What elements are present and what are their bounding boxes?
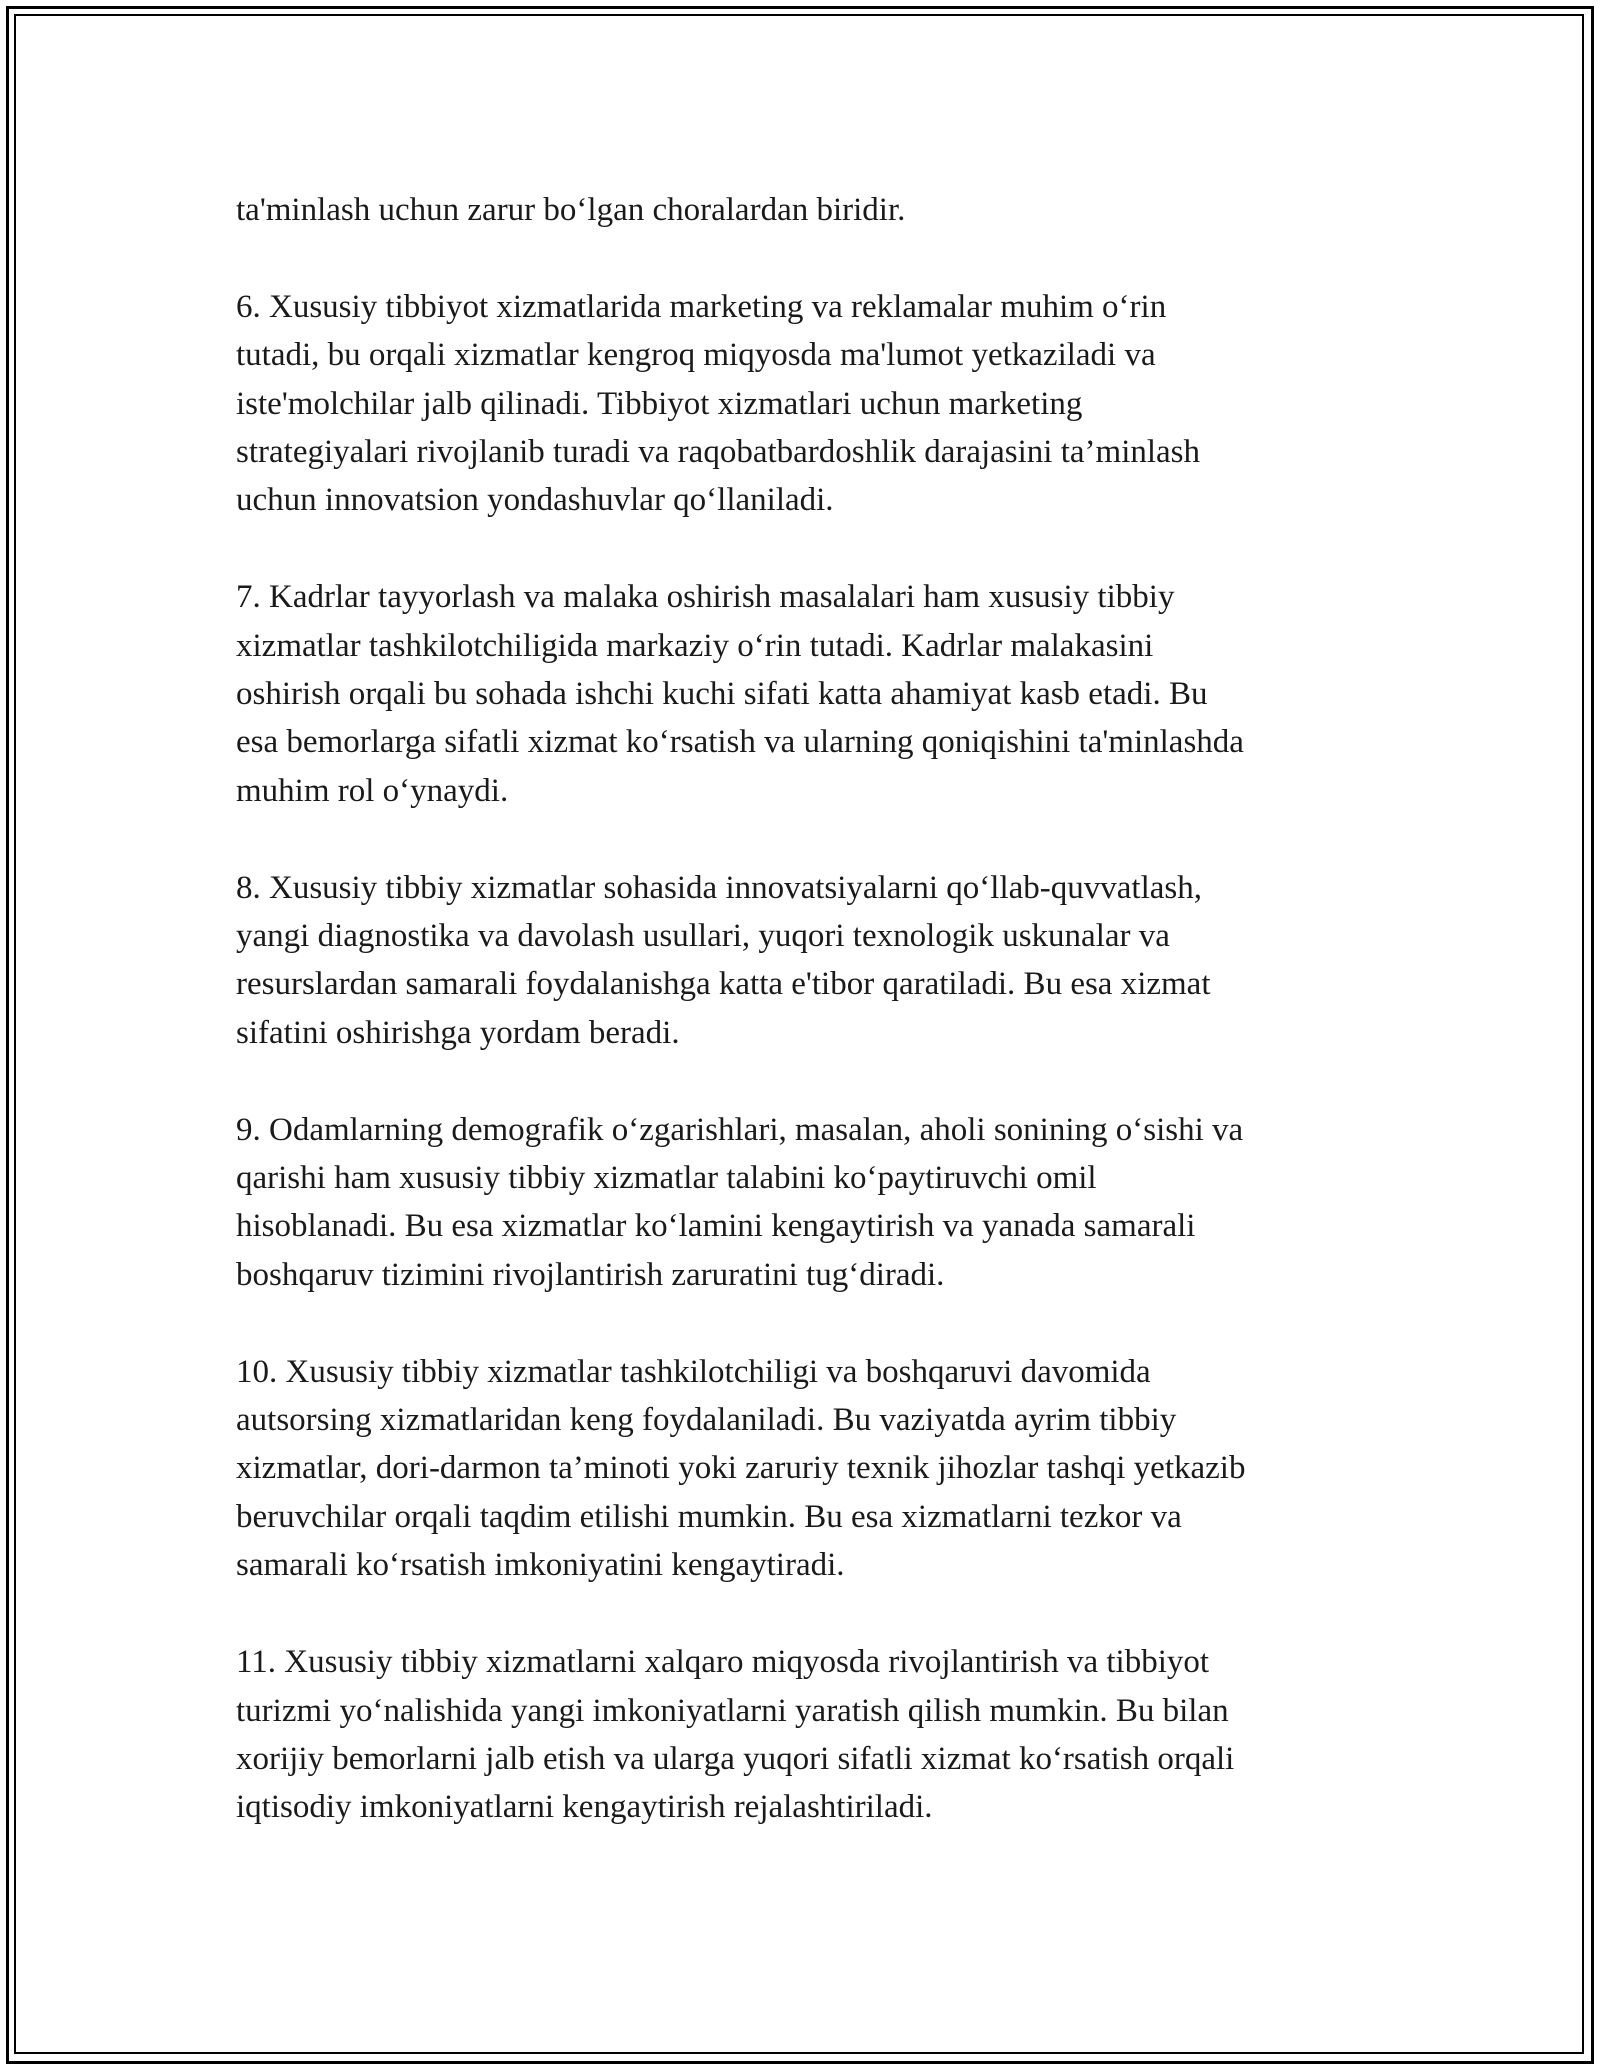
- paragraph-item-9: [236, 1106, 1386, 1300]
- text-line: tutadi, bu orqali xizmatlar kengroq miqyosda ma'lumot yetkaziladi va: [236, 337, 1156, 374]
- text-line: esa bemorlarga sifatli xizmat ko‘rsatish va ularning qoniqishini ta'minlashda: [236, 724, 1244, 761]
- text-line: sifatini oshirishga yordam beradi.: [236, 1014, 680, 1051]
- text-line: iqtisodiy imkoniyatlarni kengaytirish rejalashtiriladi.: [236, 1789, 933, 1826]
- text-line: resurslardan samarali foydalanishga katta e'tibor qaratiladi. Bu esa xizmat: [236, 966, 1211, 1003]
- text-line: 8. Xususiy tibbiy xizmatlar sohasida innovatsiyalarni qo‘llab-quvvatlash,: [236, 869, 1202, 906]
- text-line: samarali ko‘rsatish imkoniyatini kengaytiradi.: [236, 1547, 845, 1584]
- paragraph-item-8: [236, 864, 1386, 1058]
- text-line: xizmatlar tashkilotchiligida markaziy o‘rin tutadi. Kadrlar malakasini: [236, 627, 1154, 664]
- document-body: [236, 186, 1386, 1880]
- text-line: xizmatlar, dori-darmon ta’minoti yoki zaruriy texnik jihozlar tashqi yetkazib: [236, 1450, 1246, 1487]
- text-line: hisoblanadi. Bu esa xizmatlar ko‘lamini kengaytirish va yanada samarali: [236, 1208, 1196, 1245]
- text-line: oshirish orqali bu sohada ishchi kuchi sifati katta ahamiyat kasb etadi. Bu: [236, 676, 1208, 713]
- text-line: 9. Odamlarning demografik o‘zgarishlari, masalan, aholi sonining o‘sishi va: [236, 1111, 1244, 1148]
- text-line: 11. Xususiy tibbiy xizmatlarni xalqaro miqyosda rivojlantirish va tibbiyot: [236, 1644, 1210, 1681]
- text-line: beruvchilar orqali taqdim etilishi mumkin. Bu esa xizmatlarni tezkor va: [236, 1498, 1182, 1535]
- text-line: iste'molchilar jalb qilinadi. Tibbiyot xizmatlari uchun marketing: [236, 385, 1083, 422]
- text-line: uchun innovatsion yondashuvlar qo‘llaniladi.: [236, 482, 834, 519]
- text-line: qarishi ham xususiy tibbiy xizmatlar talabini ko‘paytiruvchi omil: [236, 1160, 1097, 1197]
- paragraph-item-10: [236, 1348, 1386, 1590]
- text-line: boshqaruv tizimini rivojlantirish zaruratini tug‘diradi.: [236, 1256, 945, 1293]
- text-line: 7. Kadrlar tayyorlash va malaka oshirish masalalari ham xususiy tibbiy: [236, 579, 1175, 616]
- text-line: ta'minlash uchun zarur bo‘lgan choralardan biridir.: [236, 192, 906, 228]
- paragraph-continuation: [236, 186, 1386, 234]
- text-line: autsorsing xizmatlaridan keng foydalaniladi. Bu vaziyatda ayrim tibbiy: [236, 1402, 1177, 1439]
- paragraph-item-11: [236, 1638, 1386, 1832]
- paragraph-item-6: [236, 283, 1386, 525]
- text-line: strategiyalari rivojlanib turadi va raqobatbardoshlik darajasini ta’minlash: [236, 434, 1201, 471]
- paragraph-item-7: [236, 573, 1386, 815]
- text-line: yangi diagnostika va davolash usullari, yuqori texnologik uskunalar va: [236, 918, 1170, 955]
- text-line: 6. Xususiy tibbiyot xizmatlarida marketing va reklamalar muhim o‘rin: [236, 288, 1167, 325]
- text-line: turizmi yo‘nalishida yangi imkoniyatlarni yaratish qilish mumkin. Bu bilan: [236, 1692, 1229, 1729]
- text-line: 10. Xususiy tibbiy xizmatlar tashkilotchiligi va boshqaruvi davomida: [236, 1353, 1151, 1390]
- text-line: xorijiy bemorlarni jalb etish va ularga yuqori sifatli xizmat ko‘rsatish orqali: [236, 1740, 1235, 1777]
- text-line: muhim rol o‘ynaydi.: [236, 772, 509, 809]
